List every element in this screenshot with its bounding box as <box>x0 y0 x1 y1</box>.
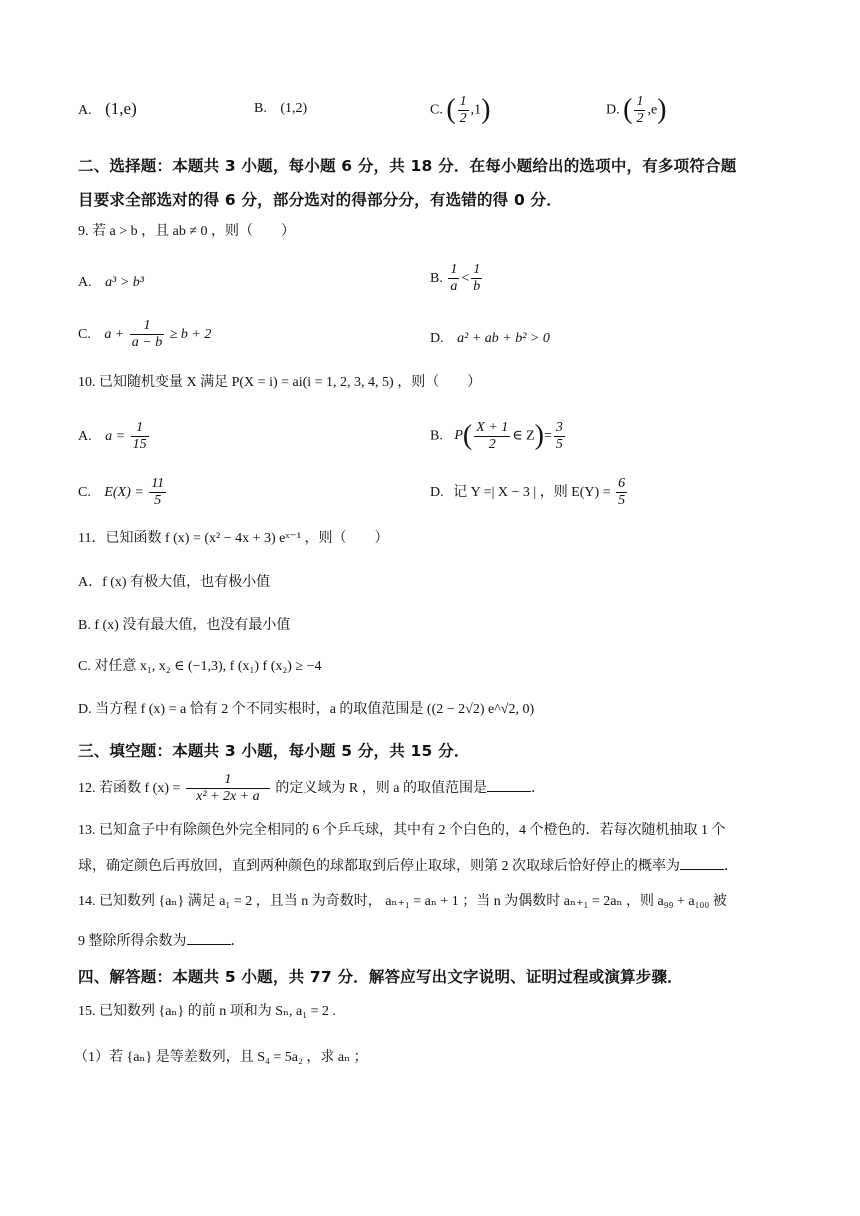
q9-stem: 9. 若 a > b ，且 ab ≠ 0 ，则（ ） <box>78 224 296 239</box>
answer-blank[interactable] <box>187 932 231 945</box>
q9-option-d <box>430 330 550 348</box>
numerator: 11 <box>149 476 166 493</box>
option-label: C. <box>430 102 443 118</box>
option-label: B. <box>430 270 443 286</box>
fraction <box>474 420 510 453</box>
denominator: 5 <box>555 436 563 452</box>
q13-line1: 13. 已知盒子中有除颜色外完全相同的 6 个乒乓球，其中有 2 个白色的，4 个橙色的．若每次随机抽取 1 个 <box>78 823 726 838</box>
paren-right: ) <box>657 94 667 125</box>
option-label: C. <box>78 326 91 342</box>
option-expr: a² + ab + b² > 0 <box>457 331 550 346</box>
q10-option-c <box>78 476 168 509</box>
option-tail: ,e <box>647 102 658 118</box>
q10-stem: 10. 已知随机变量 X 满足 P(X = i) = ai(i = 1, 2, 3, 4, 5) ，则（ ） <box>78 375 482 390</box>
numerator: 6 <box>616 476 627 493</box>
option-label: A. <box>78 428 92 444</box>
numerator: X + 1 <box>474 420 510 437</box>
answer-blank[interactable] <box>680 857 724 870</box>
q9-option-c <box>78 318 211 351</box>
q9-option-b <box>430 262 484 295</box>
q14-line2 <box>78 932 800 951</box>
paren-right: ) <box>534 420 544 451</box>
q14-text: 9 整除所得余数为 <box>78 934 187 949</box>
q12-text: 12. 若函数 f (x) = <box>78 780 181 796</box>
q9-option-a <box>78 274 144 292</box>
numerator: 1 <box>458 94 469 111</box>
denominator: a − b <box>131 335 163 351</box>
denominator: 2 <box>459 110 467 126</box>
section4-heading: 四、解答题：本题共 5 小题，共 77 分．解答应写出文字说明、证明过程或演算步骤． <box>78 968 683 986</box>
operator: = <box>543 428 552 444</box>
option-label: A. <box>78 275 92 290</box>
q11-option-b: B. f (x) 没有最大值，也没有最小值 <box>78 618 291 633</box>
denominator: x² + 2x + a <box>196 789 260 805</box>
option-tail: ,1 <box>470 102 482 118</box>
option-label: B. <box>430 428 443 444</box>
paren-right: ) <box>481 94 491 125</box>
q14-line1: 14. 已知数列 {aₙ} 满足 a₁ = 2 ，且当 n 为奇数时， aₙ₊₁ = aₙ + 1 ；当 n 为偶数时 aₙ₊₁ = 2aₙ ，则 a₉₉ + a₁₀₀ 被 <box>78 894 727 909</box>
option-label: A. <box>78 103 92 118</box>
fraction <box>634 94 645 127</box>
q11-option-d: D. 当方程 f (x) = a 恰有 2 个不同实根时，a 的取值范围是 ((2 − 2√2) e^√2, 0) <box>78 702 535 717</box>
fraction <box>448 262 459 295</box>
paren-left: ( <box>462 420 473 451</box>
option-expr: (1,e) <box>105 99 137 118</box>
fraction <box>149 476 166 509</box>
option-expr: 记 Y =| X − 3 | ，则 E(Y) = <box>453 484 611 500</box>
operator: < <box>461 270 470 286</box>
fraction <box>458 94 469 127</box>
fraction <box>616 476 627 509</box>
section3-heading: 三、填空题：本题共 3 小题，每小题 5 分，共 15 分． <box>78 742 470 760</box>
fraction <box>130 318 164 351</box>
q10-option-d <box>430 476 629 509</box>
option-expr: a + <box>104 326 125 342</box>
paren-left: ( <box>446 94 456 125</box>
option-label: D. <box>430 331 444 346</box>
option-expr: E(X) = <box>104 484 144 500</box>
q13-end: ． <box>724 859 738 874</box>
q10-option-a <box>78 420 151 453</box>
answer-blank[interactable] <box>487 779 531 792</box>
denominator: 15 <box>132 437 147 453</box>
paren-left: ( <box>623 94 633 125</box>
q8-option-d <box>606 92 667 128</box>
option-expr: P <box>454 428 463 444</box>
option-label: D. <box>606 102 620 118</box>
numerator: 1 <box>448 262 459 279</box>
q8-option-c <box>430 92 491 128</box>
option-expr: ∈ Z <box>512 428 535 444</box>
numerator: 1 <box>634 94 645 111</box>
q13-text: 球，确定颜色后再放回，直到两种颜色的球都取到后停止取球，则第 2 次取球后恰好停止的概率为 <box>78 859 680 874</box>
numerator: 1 <box>131 420 149 437</box>
q15-stem: 15. 已知数列 {aₙ} 的前 n 项和为 Sₙ, a₁ = 2 . <box>78 1004 337 1019</box>
q11-option-c: C. 对任意 x₁, x₂ ∈ (−1,3), f (x₁) f (x₂) ≥ −4 <box>78 659 322 674</box>
fraction <box>471 262 482 295</box>
q12 <box>78 772 800 805</box>
numerator: 1 <box>130 318 164 335</box>
numerator: 1 <box>186 772 270 789</box>
denominator: 2 <box>488 436 496 452</box>
option-expr: (1,2) <box>280 101 308 116</box>
q12-end: ． <box>530 780 545 796</box>
section2-heading-line2: 目要求全部选对的得 6 分，部分选对的得部分分，有选错的得 0 分． <box>78 191 562 209</box>
option-expr: ≥ b + 2 <box>169 326 212 342</box>
fraction <box>554 420 565 453</box>
fraction <box>186 772 270 805</box>
denominator: 2 <box>636 110 644 126</box>
numerator: 1 <box>471 262 482 279</box>
q8-option-a <box>78 98 137 120</box>
denominator: 5 <box>618 493 626 509</box>
denominator: 5 <box>154 493 162 509</box>
q13-line2 <box>78 857 800 876</box>
option-expr: a = <box>105 428 126 444</box>
q12-text: 的定义域为 R ，则 a 的取值范围是 <box>275 780 487 796</box>
denominator: b <box>473 279 481 295</box>
option-label: B. <box>254 101 267 116</box>
option-expr: a³ > b³ <box>105 275 144 290</box>
q11-option-a: A．f (x) 有极大值，也有极小值 <box>78 575 271 590</box>
q11-stem: 11．已知函数 f (x) = (x² − 4x + 3) eˣ⁻¹ ，则（ ） <box>78 531 389 546</box>
option-label: C. <box>78 484 91 500</box>
numerator: 3 <box>554 420 565 437</box>
q15-part1: （1）若 {aₙ} 是等差数列，且 S₄ = 5a₂ ，求 aₙ ； <box>74 1050 368 1065</box>
q10-option-b <box>430 418 567 454</box>
q8-option-b <box>254 100 307 118</box>
option-label: D. <box>430 484 444 500</box>
q14-end: ． <box>230 934 245 949</box>
fraction <box>131 420 149 453</box>
denominator: a <box>450 279 458 295</box>
section2-heading-line1: 二、选择题：本题共 3 小题，每小题 6 分，共 18 分．在每小题给出的选项中，有多项符合题 <box>78 157 737 175</box>
